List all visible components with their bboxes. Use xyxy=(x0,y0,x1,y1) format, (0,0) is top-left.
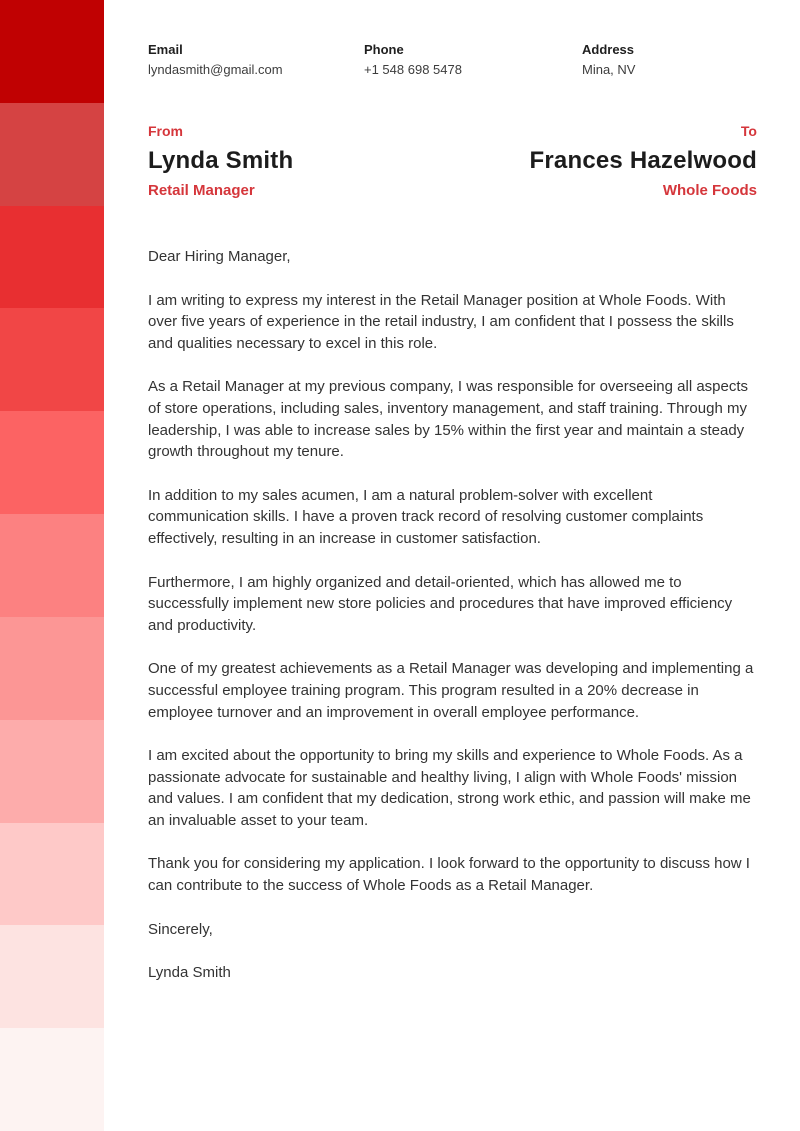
phone-value: +1 548 698 5478 xyxy=(364,62,462,77)
contact-address xyxy=(582,42,757,78)
sidebar-gradient-block xyxy=(0,411,104,514)
email-value: lyndasmith@gmail.com xyxy=(148,62,283,77)
letter-paragraph: One of my greatest achievements as a Retail Manager was developing and implementing a successful employee training program. This program resulted in a 20% decrease in employee turnover and an improvement in overall employee performance. xyxy=(148,660,754,721)
letter-paragraph: I am excited about the opportunity to bring my skills and experience to Whole Foods. As a passionate advocate for sustainable and healthy living, I align with Whole Foods' mission and values. I am confident that my dedication, strong work ethic, and passion will make me an invaluable asset to your team. xyxy=(148,747,751,829)
sidebar-gradient-block xyxy=(0,206,104,309)
sidebar-gradient-block xyxy=(0,308,104,411)
sidebar-gradient-block xyxy=(0,0,104,103)
letter-salutation: Dear Hiring Manager, xyxy=(148,248,291,265)
email-label: Email xyxy=(148,42,183,57)
sidebar-gradient-block xyxy=(0,514,104,617)
letter-paragraph: I am writing to express my interest in the Retail Manager position at Whole Foods. With over five years of experience in the retail industry, I am confident that I possess the skills and qualities necessary to excel in this role. xyxy=(148,291,734,352)
to-label: To xyxy=(740,123,757,139)
recipient-block xyxy=(453,123,758,200)
sender-block xyxy=(148,123,453,200)
contact-phone xyxy=(364,42,582,78)
letter-body xyxy=(148,246,757,984)
recipient-company: Whole Foods xyxy=(662,182,757,199)
letter-paragraph: Furthermore, I am highly organized and detail-oriented, which has allowed me to successfully implement new store policies and procedures that have improved efficiency and productivity. xyxy=(148,573,733,634)
sidebar-gradient-block xyxy=(0,925,104,1028)
sidebar-gradient-block xyxy=(0,103,104,206)
from-label: From xyxy=(148,123,183,139)
address-value: Mina, NV xyxy=(582,62,636,77)
contact-header xyxy=(148,42,757,78)
sender-name: Lynda Smith xyxy=(148,147,294,174)
from-to-section xyxy=(148,123,757,200)
letter-closing: Sincerely, xyxy=(148,920,213,938)
sidebar-gradient-block xyxy=(0,720,104,823)
letter-paragraph: As a Retail Manager at my previous company, I was responsible for overseeing all aspects of store operations, including sales, inventory management, and staff training. Through my leadership, I was able to increase sales by 15% within the first year and maintain a steady growth throughout my tenure. xyxy=(148,378,749,461)
letter-signature: Lynda Smith xyxy=(148,964,231,982)
letter-paragraph: Thank you for considering my application. I look forward to the opportunity to discuss how I can contribute to the success of Whole Foods as a Retail Manager. xyxy=(148,855,750,895)
sender-title: Retail Manager xyxy=(148,182,255,199)
letter-paragraph: In addition to my sales acumen, I am a natural problem-solver with excellent communication skills. I have a proven track record of resolving customer complaints effectively, resulting in an increase in customer satisfaction. xyxy=(148,486,704,547)
recipient-name: Frances Hazelwood xyxy=(529,147,757,174)
address-label: Address xyxy=(582,42,635,57)
sidebar-gradient-block xyxy=(0,617,104,720)
cover-letter-page xyxy=(104,0,800,1131)
gradient-sidebar xyxy=(0,0,104,1131)
phone-label: Phone xyxy=(364,42,404,57)
sidebar-gradient-block xyxy=(0,1028,104,1131)
sidebar-gradient-block xyxy=(0,823,104,926)
contact-email xyxy=(148,42,364,78)
